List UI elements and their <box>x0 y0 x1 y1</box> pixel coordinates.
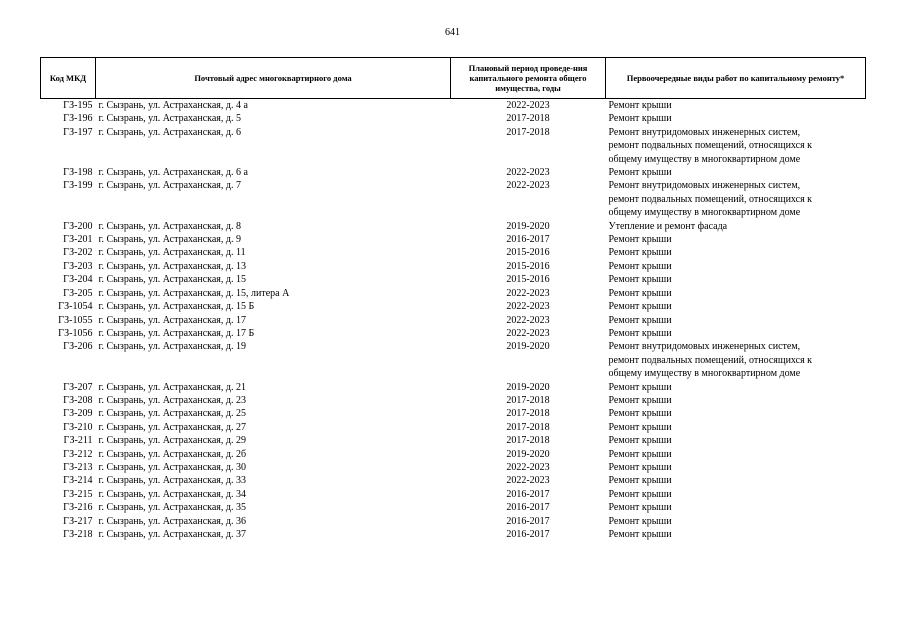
work-line: Ремонт крыши <box>608 448 672 460</box>
cell-address: г. Сызрань, ул. Астраханская, д. 6 а <box>98 167 248 179</box>
cell-works <box>606 99 866 113</box>
cell-code: ГЗ-218 <box>63 529 93 540</box>
cell-code: ГЗ-198 <box>63 167 93 179</box>
table-row <box>41 515 866 528</box>
cell-period: 2016-2017 <box>506 234 550 246</box>
table-row <box>41 474 866 487</box>
cell-code: ГЗ-201 <box>63 234 93 246</box>
cell-code: ГЗ-1055 <box>58 314 93 326</box>
cell-works <box>606 394 866 407</box>
work-line: ремонт подвальных помещений, относящихся к <box>608 354 813 366</box>
cell-address: г. Сызрань, ул. Астраханская, д. 6 <box>98 126 241 138</box>
work-line: Ремонт крыши <box>608 435 672 447</box>
work-line: ремонт подвальных помещений, относящихся к <box>608 140 813 152</box>
cell-code: ГЗ-1054 <box>58 301 93 313</box>
work-line: Ремонт крыши <box>608 515 672 527</box>
cell-address: г. Сызрань, ул. Астраханская, д. 19 <box>98 341 246 353</box>
cell-address: г. Сызрань, ул. Астраханская, д. 2б <box>98 448 247 460</box>
cell-code: ГЗ-209 <box>63 408 93 420</box>
work-line: Ремонт крыши <box>608 529 672 540</box>
cell-address: г. Сызрань, ул. Астраханская, д. 33 <box>98 475 246 487</box>
cell-works <box>606 461 866 474</box>
table-row <box>41 179 866 219</box>
cell-address: г. Сызрань, ул. Астраханская, д. 37 <box>98 529 246 540</box>
cell-code: ГЗ-195 <box>63 100 93 111</box>
cell-works <box>606 407 866 420</box>
cell-works <box>606 434 866 447</box>
table-row <box>41 327 866 340</box>
work-line: Утепление и ремонт фасада <box>608 220 728 232</box>
cell-works <box>606 300 866 313</box>
cell-period: 2016-2017 <box>506 515 550 527</box>
page-number: 641 <box>445 27 460 38</box>
cell-address: г. Сызрань, ул. Астраханская, д. 34 <box>98 488 246 500</box>
cell-address: г. Сызрань, ул. Астраханская, д. 8 <box>98 220 241 232</box>
table-row <box>41 488 866 501</box>
table-row <box>41 300 866 313</box>
work-line: ремонт подвальных помещений, относящихся к <box>608 193 813 205</box>
cell-address: г. Сызрань, ул. Астраханская, д. 36 <box>98 515 246 527</box>
table-row <box>41 112 866 125</box>
table-row <box>41 434 866 447</box>
cell-period: 2015-2016 <box>506 247 550 259</box>
header-address: Почтовый адрес многоквартирного дома <box>96 58 451 99</box>
cell-code: ГЗ-213 <box>63 461 93 473</box>
cell-period: 2022-2023 <box>506 100 550 111</box>
cell-code: ГЗ-204 <box>63 274 93 286</box>
cell-period: 2022-2023 <box>506 475 550 487</box>
table-row <box>41 407 866 420</box>
cell-period: 2017-2018 <box>506 394 550 406</box>
work-line: Ремонт крыши <box>608 287 672 299</box>
cell-address: г. Сызрань, ул. Астраханская, д. 21 <box>98 381 246 393</box>
table-row <box>41 528 866 541</box>
cell-period: 2022-2023 <box>506 461 550 473</box>
cell-period: 2022-2023 <box>506 167 550 179</box>
cell-works <box>606 179 866 219</box>
cell-works <box>606 327 866 340</box>
table-row <box>41 246 866 259</box>
work-line: Ремонт крыши <box>608 247 672 259</box>
table-row <box>41 448 866 461</box>
table-row <box>41 166 866 179</box>
cell-period: 2017-2018 <box>506 113 550 125</box>
cell-period: 2022-2023 <box>506 327 550 339</box>
cell-works <box>606 515 866 528</box>
table-body <box>41 99 866 542</box>
cell-code: ГЗ-199 <box>63 180 93 192</box>
cell-works <box>606 314 866 327</box>
cell-code: ГЗ-217 <box>63 515 93 527</box>
cell-works <box>606 112 866 125</box>
cell-address: г. Сызрань, ул. Астраханская, д. 17 <box>98 314 246 326</box>
header-period: Плановый период проведе-ния капитального ремонта общего имущества, годы <box>451 58 606 99</box>
cell-period: 2017-2018 <box>506 126 550 138</box>
cell-code: ГЗ-205 <box>63 287 93 299</box>
cell-code: ГЗ-200 <box>63 220 93 232</box>
cell-address: г. Сызрань, ул. Астраханская, д. 35 <box>98 502 246 514</box>
cell-code: ГЗ-197 <box>63 126 93 138</box>
cell-period: 2017-2018 <box>506 421 550 433</box>
work-line: Ремонт крыши <box>608 100 672 111</box>
capital-repair-table <box>40 57 866 541</box>
cell-code: ГЗ-212 <box>63 448 93 460</box>
work-line: Ремонт крыши <box>608 408 672 420</box>
cell-works <box>606 421 866 434</box>
cell-period: 2015-2016 <box>506 274 550 286</box>
cell-address: г. Сызрань, ул. Астраханская, д. 11 <box>98 247 246 259</box>
cell-address: г. Сызрань, ул. Астраханская, д. 15 Б <box>98 301 255 313</box>
cell-works <box>606 448 866 461</box>
table-row <box>41 421 866 434</box>
cell-code: ГЗ-206 <box>63 341 93 353</box>
work-line: Ремонт крыши <box>608 314 672 326</box>
cell-address: г. Сызрань, ул. Астраханская, д. 13 <box>98 260 246 272</box>
cell-address: г. Сызрань, ул. Астраханская, д. 30 <box>98 461 246 473</box>
cell-code: ГЗ-211 <box>63 435 93 447</box>
work-line: Ремонт крыши <box>608 421 672 433</box>
work-line: общему имуществу в многоквартирном доме <box>608 368 801 380</box>
table-header-row <box>41 58 866 99</box>
cell-period: 2019-2020 <box>506 341 550 353</box>
table-row <box>41 501 866 514</box>
cell-address: г. Сызрань, ул. Астраханская, д. 5 <box>98 113 241 125</box>
cell-works <box>606 287 866 300</box>
work-line: Ремонт внутридомовых инженерных систем, <box>608 180 801 192</box>
cell-works <box>606 474 866 487</box>
work-line: Ремонт крыши <box>608 167 672 179</box>
cell-address: г. Сызрань, ул. Астраханская, д. 15, литера А <box>98 287 290 299</box>
cell-code: ГЗ-207 <box>63 381 93 393</box>
work-line: Ремонт крыши <box>608 475 672 487</box>
cell-period: 2015-2016 <box>506 260 550 272</box>
cell-code: ГЗ-214 <box>63 475 93 487</box>
work-line: Ремонт крыши <box>608 381 672 393</box>
work-line: общему имуществу в многоквартирном доме <box>608 153 801 165</box>
table-row <box>41 260 866 273</box>
work-line: Ремонт крыши <box>608 502 672 514</box>
cell-works <box>606 246 866 259</box>
work-line: Ремонт крыши <box>608 461 672 473</box>
cell-address: г. Сызрань, ул. Астраханская, д. 17 Б <box>98 327 255 339</box>
cell-address: г. Сызрань, ул. Астраханская, д. 25 <box>98 408 246 420</box>
table-row <box>41 233 866 246</box>
work-line: Ремонт крыши <box>608 260 672 272</box>
work-line: Ремонт внутридомовых инженерных систем, <box>608 341 801 353</box>
table-row <box>41 461 866 474</box>
cell-address: г. Сызрань, ул. Астраханская, д. 4 а <box>98 100 248 111</box>
cell-works <box>606 166 866 179</box>
cell-works <box>606 488 866 501</box>
cell-period: 2017-2018 <box>506 435 550 447</box>
header-works: Первоочередные виды работ по капитальному ремонту* <box>606 58 866 99</box>
table-row <box>41 99 866 113</box>
cell-works <box>606 273 866 286</box>
cell-period: 2022-2023 <box>506 301 550 313</box>
cell-period: 2017-2018 <box>506 408 550 420</box>
table-row <box>41 381 866 394</box>
table-row <box>41 287 866 300</box>
work-line: общему имуществу в многоквартирном доме <box>608 207 801 219</box>
cell-code: ГЗ-203 <box>63 260 93 272</box>
cell-works <box>606 126 866 166</box>
cell-period: 2022-2023 <box>506 180 550 192</box>
cell-works <box>606 528 866 541</box>
header-code: Код МКД <box>41 58 96 99</box>
cell-address: г. Сызрань, ул. Астраханская, д. 15 <box>98 274 246 286</box>
work-line: Ремонт крыши <box>608 327 672 339</box>
table-row <box>41 220 866 233</box>
cell-period: 2016-2017 <box>506 488 550 500</box>
table-row <box>41 126 866 166</box>
work-line: Ремонт крыши <box>608 234 672 246</box>
cell-period: 2016-2017 <box>506 502 550 514</box>
cell-address: г. Сызрань, ул. Астраханская, д. 29 <box>98 435 246 447</box>
cell-code: ГЗ-215 <box>63 488 93 500</box>
table-row <box>41 340 866 380</box>
work-line: Ремонт крыши <box>608 113 672 125</box>
cell-period: 2016-2017 <box>506 529 550 540</box>
work-line: Ремонт внутридомовых инженерных систем, <box>608 126 801 138</box>
cell-works <box>606 501 866 514</box>
cell-code: ГЗ-1056 <box>58 327 93 339</box>
cell-address: г. Сызрань, ул. Астраханская, д. 9 <box>98 234 241 246</box>
cell-works <box>606 340 866 380</box>
table-row <box>41 394 866 407</box>
cell-works <box>606 381 866 394</box>
work-line: Ремонт крыши <box>608 488 672 500</box>
cell-address: г. Сызрань, ул. Астраханская, д. 23 <box>98 394 246 406</box>
cell-code: ГЗ-210 <box>63 421 93 433</box>
cell-code: ГЗ-216 <box>63 502 93 514</box>
cell-works <box>606 220 866 233</box>
work-line: Ремонт крыши <box>608 274 672 286</box>
cell-code: ГЗ-208 <box>63 394 93 406</box>
cell-code: ГЗ-196 <box>63 113 93 125</box>
cell-works <box>606 233 866 246</box>
cell-address: г. Сызрань, ул. Астраханская, д. 27 <box>98 421 246 433</box>
work-line: Ремонт крыши <box>608 301 672 313</box>
cell-period: 2019-2020 <box>506 448 550 460</box>
cell-period: 2019-2020 <box>506 220 550 232</box>
table-row <box>41 273 866 286</box>
cell-address: г. Сызрань, ул. Астраханская, д. 7 <box>98 180 241 192</box>
work-line: Ремонт крыши <box>608 394 672 406</box>
cell-period: 2022-2023 <box>506 314 550 326</box>
cell-works <box>606 260 866 273</box>
cell-period: 2022-2023 <box>506 287 550 299</box>
table-row <box>41 314 866 327</box>
cell-period: 2019-2020 <box>506 381 550 393</box>
cell-code: ГЗ-202 <box>63 247 93 259</box>
